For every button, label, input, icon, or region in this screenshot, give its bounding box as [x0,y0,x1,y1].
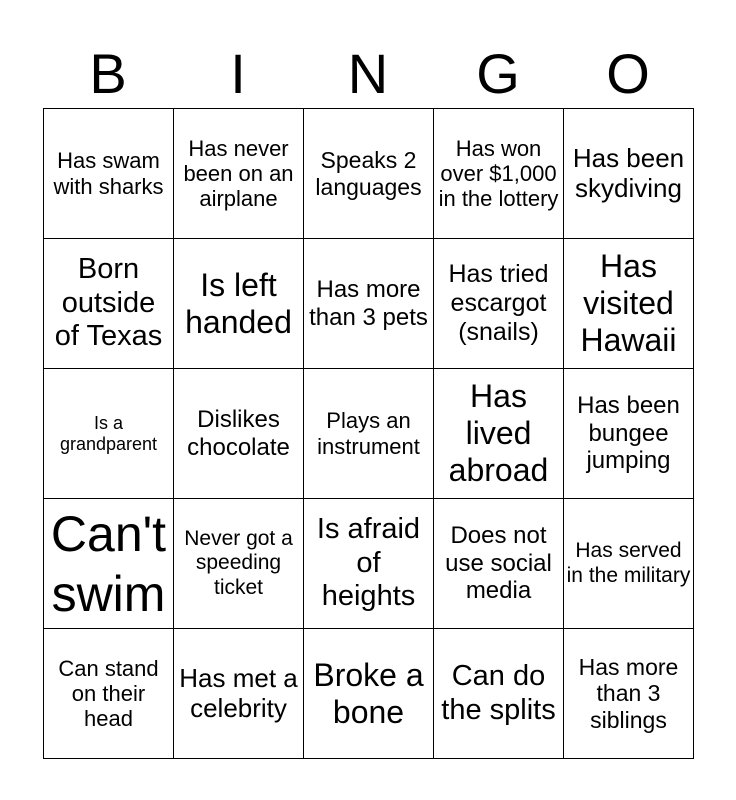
bingo-header [43,44,693,104]
bingo-cell[interactable]: Dislikes chocolate [174,369,304,499]
bingo-cell[interactable]: Speaks 2 languages [304,109,434,239]
bingo-cell[interactable]: Has been bungee jumping [564,369,694,499]
bingo-cell[interactable]: Broke a bone [304,629,434,759]
bingo-cell[interactable]: Can do the splits [434,629,564,759]
bingo-cell[interactable]: Can't swim [44,499,174,629]
bingo-cell[interactable]: Does not use social media [434,499,564,629]
grid-row [44,499,694,629]
bingo-cell[interactable]: Has more than 3 siblings [564,629,694,759]
bingo-cell[interactable]: Is a grandparent [44,369,174,499]
grid-row [44,629,694,759]
bingo-cell[interactable]: Has won over $1,000 in the lottery [434,109,564,239]
bingo-cell[interactable]: Is left handed [174,239,304,369]
grid-row [44,239,694,369]
bingo-cell[interactable]: Has been skydiving [564,109,694,239]
bingo-cell[interactable]: Has swam with sharks [44,109,174,239]
bingo-cell[interactable]: Has served in the military [564,499,694,629]
bingo-cell[interactable]: Is afraid of heights [304,499,434,629]
header-letter-b: B [89,42,127,105]
header-letter-g: G [476,42,520,105]
bingo-cell[interactable]: Has more than 3 pets [304,239,434,369]
bingo-cell[interactable]: Has met a celebrity [174,629,304,759]
header-letter-n: N [347,42,389,105]
bingo-cell[interactable]: Can stand on their head [44,629,174,759]
grid-row [44,369,694,499]
bingo-cell[interactable]: Has visited Hawaii [564,239,694,369]
header-letter-o: O [606,42,650,105]
bingo-cell[interactable]: Never got a speeding ticket [174,499,304,629]
header-letter-i: I [230,42,246,105]
bingo-cell[interactable]: Has lived abroad [434,369,564,499]
bingo-cell[interactable]: Has never been on an airplane [174,109,304,239]
bingo-cell[interactable]: Plays an instrument [304,369,434,499]
bingo-grid [43,108,694,759]
bingo-cell[interactable]: Has tried escargot (snails) [434,239,564,369]
grid-row [44,109,694,239]
bingo-cell[interactable]: Born outside of Texas [44,239,174,369]
